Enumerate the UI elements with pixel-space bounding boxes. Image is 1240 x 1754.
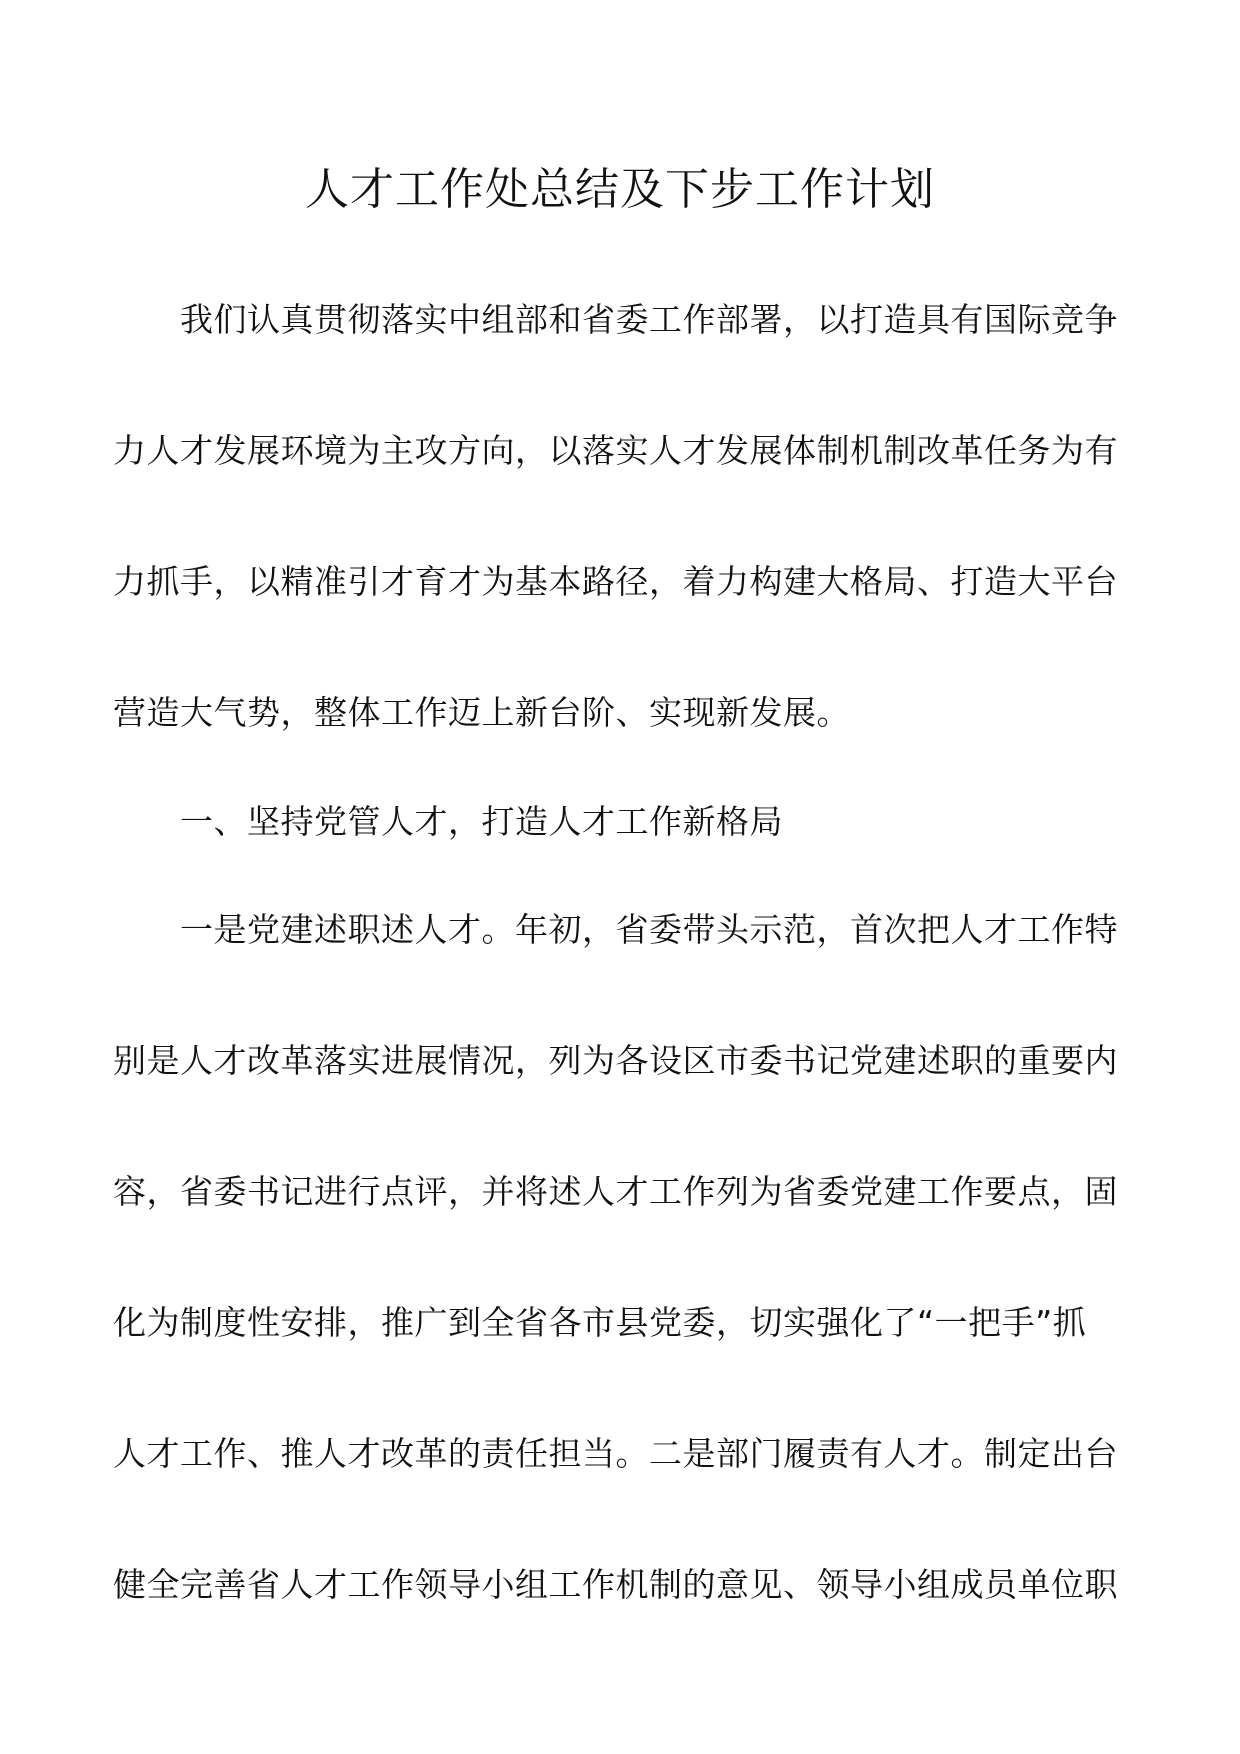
paragraph-line: 化为制度性安排，推广到全省各市县党委，切实强化了“一把手”抓 xyxy=(113,1303,1087,1342)
paragraph-line: 容，省委书记进行点评，并将述人才工作列为省委党建工作要点，固 xyxy=(113,1172,1118,1211)
section-heading: 一、坚持党管人才，打造人才工作新格局 xyxy=(180,802,783,841)
paragraph-line: 别是人才改革落实进展情况，列为各设区市委书记党建述职的重要内 xyxy=(113,1041,1118,1080)
paragraph-line: 健全完善省人才工作领导小组工作机制的意见、领导小组成员单位职 xyxy=(113,1565,1118,1604)
paragraph-line: 力抓手，以精准引才育才为基本路径，着力构建大格局、打造大平台 xyxy=(113,562,1118,601)
paragraph-line: 我们认真贯彻落实中组部和省委工作部署，以打造具有国际竞争 xyxy=(180,300,1118,339)
paragraph-line: 一是党建述职述人才。年初，省委带头示范，首次把人才工作特 xyxy=(180,910,1118,949)
document-title: 人才工作处总结及下步工作计划 xyxy=(305,164,935,215)
paragraph-line: 力人才发展环境为主攻方向，以落实人才发展体制机制改革任务为有 xyxy=(113,431,1118,470)
paragraph-line: 营造大气势，整体工作迈上新台阶、实现新发展。 xyxy=(113,693,850,732)
paragraph-line: 人才工作、推人才改革的责任担当。二是部门履责有人才。制定出台 xyxy=(113,1434,1118,1473)
